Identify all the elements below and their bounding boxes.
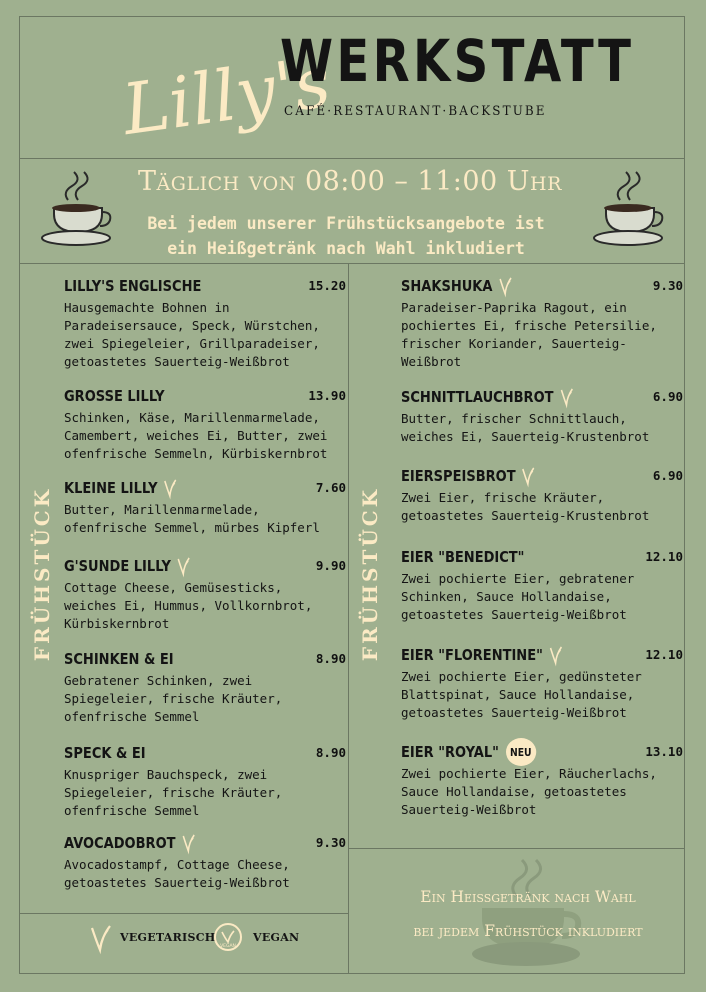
menu-item xyxy=(64,555,346,633)
menu-item-name: SCHINKEN & EI xyxy=(64,650,174,668)
menu-item-name: SCHNITTLAUCHBROT xyxy=(401,386,638,408)
menu-item-price: 15.20 xyxy=(308,278,346,293)
menu-item xyxy=(64,742,346,820)
menu-item xyxy=(64,385,346,463)
menu-item-name: EIERSPEISBROT xyxy=(401,465,638,487)
vegan-stamp-icon xyxy=(213,922,243,952)
menu-item-name: EIER "FLORENTINE" xyxy=(401,644,638,666)
menu-item-name: EIER "BENEDICT" xyxy=(401,548,525,566)
menu-item-description: Zwei pochierte Eier, Räucherlachs, Sauce Hollandaise, getoastetes Sauerteig-Weißbrot xyxy=(401,766,657,817)
menu-item-description: Knuspriger Bauchspeck, zwei Spiegeleier, frische Kräuter, ofenfrische Semmel xyxy=(64,767,283,818)
menu-item-price: 9.30 xyxy=(652,278,683,293)
divider-bottom-right xyxy=(348,848,685,849)
menu-item-description: Cottage Cheese, Gemüsesticks, weiches Ei, Hummus, Vollkornbrot, Kürbiskernbrot xyxy=(64,580,313,631)
menu-item xyxy=(64,275,346,371)
legend-vegan-label: VEGAN xyxy=(253,930,300,944)
menu-item-price: 9.90 xyxy=(315,558,346,573)
menu-item-description: Paradeiser-Paprika Ragout, ein pochiertes Ei, frische Petersilie, frischer Koriander, Sauerteig- Weißbrot xyxy=(401,300,657,369)
brand-title: WERKSTATT xyxy=(280,27,635,95)
bottom-note-line2: bei jedem Frühstück inkludiert xyxy=(413,922,643,940)
menu-item-description: Gebratener Schinken, zwei Spiegeleier, frische Kräuter, ofenfrische Semmel xyxy=(64,673,283,724)
bottom-hot-drink-note xyxy=(350,880,706,948)
vegan-stamp-text: VEGAN xyxy=(220,944,236,949)
menu-item-description: Avocadostampf, Cottage Cheese, getoastetes Sauerteig-Weißbrot xyxy=(64,857,290,890)
menu-item xyxy=(401,386,683,446)
menu-item-name: SPECK & EI xyxy=(64,744,146,762)
divider-hours xyxy=(19,263,685,264)
lillys-logo-script xyxy=(117,26,336,152)
menu-item-price: 6.90 xyxy=(652,389,683,404)
menu-item-description: Zwei pochierte Eier, gebratener Schinken, Sauce Hollandaise, getoastetes Sauerteig-Weißbrot xyxy=(401,571,635,622)
menu-item-description: Butter, Marillenmarmelade, ofenfrische Semmel, mürbes Kipferl xyxy=(64,502,320,535)
vegetarian-leaf-icon xyxy=(548,645,563,665)
menu-item-name: LILLY'S ENGLISCHE xyxy=(64,277,202,295)
menu-item-price: 8.90 xyxy=(315,745,346,760)
brand-subtitle: CAFÉ·RESTAURANT·BACKSTUBE xyxy=(284,104,547,119)
menu-item-name: SHAKSHUKA xyxy=(401,275,638,297)
menu-item-name: EIER "ROYAL" NEU xyxy=(401,741,638,763)
menu-item-name: GROSSE LILLY xyxy=(64,387,165,405)
menu-item xyxy=(401,644,683,722)
menu-item-description: Schinken, Käse, Marillenmarmelade, Camembert, weiches Ei, Butter, zwei ofenfrische Semmeln, Kürbiskernbrot xyxy=(64,410,328,461)
menu-item xyxy=(401,546,683,624)
menu-item-description: Zwei pochierte Eier, gedünsteter Blattspinat, Sauce Hollandaise, getoastetes Sauerteig-Weißbrot xyxy=(401,669,642,720)
menu-item-price: 7.60 xyxy=(315,480,346,495)
menu-item-price: 6.90 xyxy=(652,468,683,483)
vegetarian-leaf-icon xyxy=(559,387,574,407)
side-label-left: FRÜHSTÜCK xyxy=(30,486,54,662)
bottom-note-line1: Ein Heißgetränk nach Wahl xyxy=(420,888,636,906)
menu-item xyxy=(64,477,346,537)
menu-item xyxy=(64,648,346,726)
side-label-right: FRÜHSTÜCK xyxy=(358,486,382,662)
logo-script-text: Lilly's xyxy=(117,40,336,152)
menu-item-price: 13.90 xyxy=(308,388,346,403)
menu-item-price: 12.10 xyxy=(645,549,683,564)
menu-item-price: 8.90 xyxy=(315,651,346,666)
menu-item xyxy=(64,832,346,892)
menu-item-name: AVOCADOBROT xyxy=(64,832,301,854)
legend-vegetarian xyxy=(86,922,216,952)
vegetarian-leaf-icon xyxy=(176,556,191,576)
menu-item-name: KLEINE LILLY xyxy=(64,477,301,499)
vegetarian-leaf-icon xyxy=(181,833,196,853)
vegetarian-leaf-icon xyxy=(86,922,112,952)
menu-item-description: Zwei Eier, frische Kräuter, getoastetes Sauerteig-Krustenbrot xyxy=(401,490,650,523)
vegetarian-leaf-icon xyxy=(521,466,536,486)
new-badge: NEU xyxy=(506,738,536,766)
menu-item-price: 12.10 xyxy=(645,647,683,662)
opening-hours: Täglich von 08:00 – 11:00 Uhr xyxy=(138,166,562,197)
divider-legend xyxy=(19,913,348,914)
hot-drink-note-line2: ein Heißgetränk nach Wahl inkludiert xyxy=(167,239,525,258)
menu-item-price: 9.30 xyxy=(315,835,346,850)
menu-item xyxy=(401,741,683,819)
vegetarian-leaf-icon xyxy=(163,478,178,498)
vegetarian-leaf-icon xyxy=(497,276,512,296)
legend-vegetarian-label: VEGETARISCH xyxy=(120,930,216,944)
hot-drink-note xyxy=(0,211,692,261)
divider-columns xyxy=(348,263,349,974)
hot-drink-note-line1: Bei jedem unserer Frühstücksangebote ist xyxy=(147,214,545,233)
divider-header xyxy=(19,158,685,159)
menu-item xyxy=(401,275,683,371)
menu-item-price: 13.10 xyxy=(645,744,683,759)
legend-vegan xyxy=(213,922,299,952)
menu-item xyxy=(401,465,683,525)
menu-item-description: Butter, frischer Schnittlauch, weiches Ei, Sauerteig-Krustenbrot xyxy=(401,411,650,444)
menu-item-name: G'SUNDE LILLY xyxy=(64,555,301,577)
menu-item-description: Hausgemachte Bohnen in Paradeisersauce, Speck, Würstchen, zwei Spiegeleier, Grillparadeiser, getoastetes Sauerteig-Weißbrot xyxy=(64,300,320,369)
